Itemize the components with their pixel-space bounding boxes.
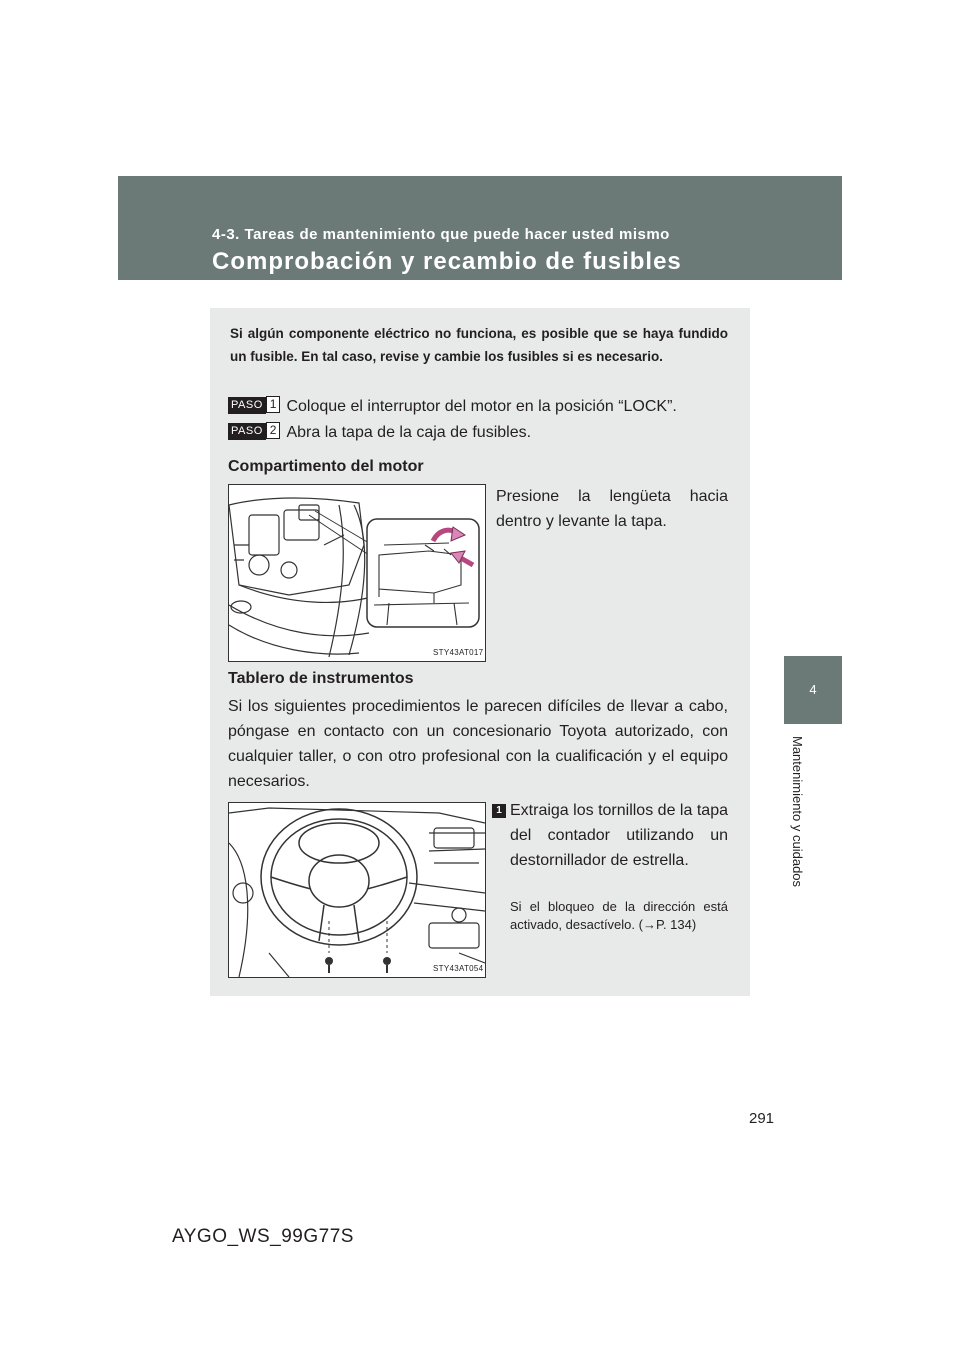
chapter-tab-number: 4 [809,682,817,697]
content-panel [210,308,750,996]
section-title: 4-3. Tareas de mantenimiento que puede hacer usted mismo [212,226,670,243]
chapter-tab[interactable] [784,656,842,724]
step-2 [228,424,531,442]
dashboard-note: Si el bloqueo de la dirección está activado, desactívelo. (→P. 134) [510,899,728,932]
engine-figure-code: STY43AT017 [433,648,484,657]
engine-instruction: Presione la lengüeta hacia dentro y levante la tapa. [496,488,728,530]
steering-wheel [261,809,417,945]
dashboard-figure [228,802,486,978]
page-title: Comprobación y recambio de fusibles [212,248,682,275]
engine-heading: Compartimento del motor [228,458,424,475]
step-1-badge [228,396,280,413]
intro-text: Si algún componente eléctrico no funciona, es posible que se haya fundido un fusible. En tal caso, revise y cambie los fusibles si es necesario. [230,326,728,364]
engine-figure [228,484,486,662]
step-1-badge-word: PASO [228,397,266,414]
step-2-text: Abra la tapa de la caja de fusibles. [286,424,532,441]
dashboard-paragraph: Si los siguientes procedimientos le parecen difíciles de llevar a cabo, póngase en contacto con un concesionario Toyota autorizado, con cualquier taller, o con otro profesional con la cualificación y el equipo necesarios. [228,698,728,790]
item-number-badge: 1 [492,804,506,818]
screw-icon [383,957,391,973]
page-number: 291 [749,1110,775,1127]
step-1-text: Coloque el interruptor del motor en la posición “LOCK”. [286,398,677,415]
steering-wheel-illustration [229,803,485,977]
step-2-badge-number: 2 [266,422,281,439]
dashboard-item-1 [492,798,732,873]
step-2-badge [228,422,280,439]
step-1-badge-number: 1 [266,396,281,413]
dashboard-heading: Tablero de instrumentos [228,670,414,687]
step-2-badge-word: PASO [228,423,266,440]
chapter-tab-label: Mantenimiento y cuidados [790,736,805,888]
dashboard-figure-code: STY43AT054 [433,964,484,973]
document-code: AYGO_WS_99G77S [172,1226,354,1247]
step-1 [228,398,677,416]
screw-icon [325,957,333,973]
engine-compartment-illustration [229,485,485,661]
dashboard-item-text: Extraiga los tornillos de la tapa del contador utilizando un destornillador de estrella. [510,802,728,869]
